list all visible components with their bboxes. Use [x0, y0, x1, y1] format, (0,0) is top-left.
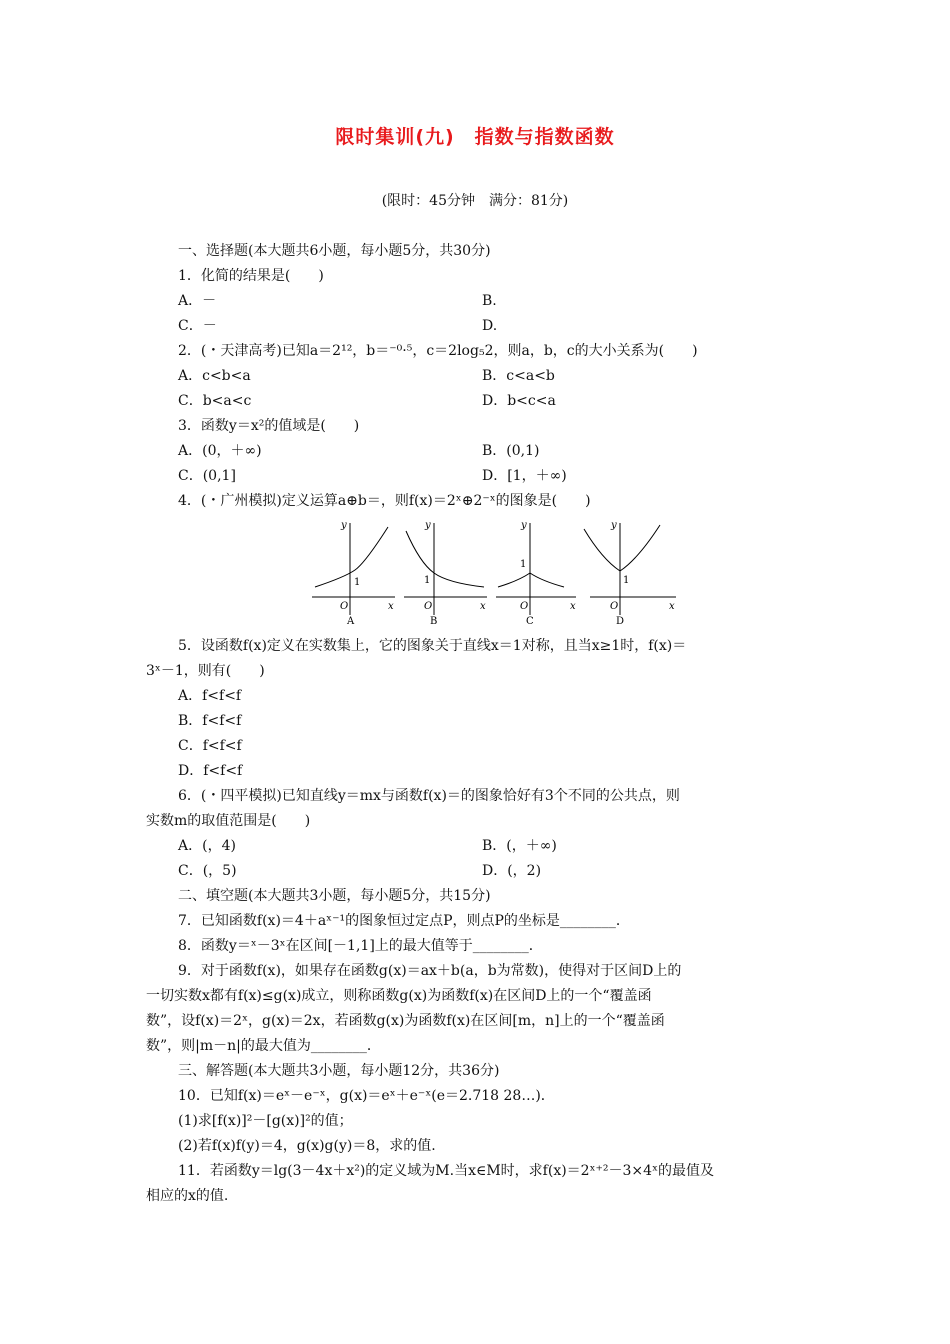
- question-1-option-b: B.: [482, 293, 497, 309]
- question-11-line1: 11．若函数y＝lg(3－4x＋x²)的定义域为M.当x∈M时，求f(x)＝2ˣ⁺²－3×4ˣ的最值及: [178, 1163, 715, 1179]
- question-3-option-b: B．(0,1): [482, 443, 540, 459]
- question-6-option-a: A．(，4): [178, 838, 236, 854]
- question-6-stem-line1: 6．(・四平模拟)已知直线y＝mx与函数f(x)＝的图象恰好有3个不同的公共点，则: [178, 788, 680, 804]
- question-4-graphs: [300, 515, 680, 630]
- page-subtitle: (限时：45分钟 满分：81分): [381, 193, 569, 209]
- graph-b-label: B: [430, 616, 438, 627]
- question-2-option-b: B．c<a<b: [482, 368, 555, 384]
- section-heading-fill: 二、填空题(本大题共3小题，每小题5分，共15分): [178, 888, 491, 904]
- question-4-stem: 4．(・广州模拟)定义运算a⊕b＝，则f(x)＝2ˣ⊕2⁻ˣ的图象是( ): [178, 493, 591, 509]
- question-9-line4: 数”，则|m－n|的最大值为________．: [146, 1038, 381, 1054]
- question-9-line3: 数”，设f(x)＝2ˣ，g(x)＝2x，若函数g(x)为函数f(x)在区间[m，n]上的一个“覆盖函: [146, 1013, 665, 1029]
- question-2-option-d: D．b<c<a: [482, 393, 556, 409]
- question-3-option-c: C．(0,1]: [178, 468, 236, 484]
- question-5-stem-line1: 5．设函数f(x)定义在实数集上，它的图象关于直线x＝1对称，且当x≥1时，f(x)＝: [178, 638, 687, 654]
- question-1-option-c: C．－: [178, 318, 217, 334]
- graph-a-curve: [315, 527, 388, 587]
- question-1-option-d: D.: [482, 318, 498, 334]
- question-6-option-d: D．(，2): [482, 863, 542, 879]
- graph-c-x-label: x: [570, 601, 576, 612]
- graph-d: [584, 520, 676, 627]
- question-7: 7．已知函数f(x)＝4＋aˣ⁻¹的图象恒过定点P，则点P的坐标是________．: [178, 913, 630, 929]
- graph-a: [312, 520, 395, 627]
- question-9-line1: 9．对于函数f(x)，如果存在函数g(x)＝ax＋b(a，b为常数)，使得对于区间D上的: [178, 963, 682, 979]
- graph-b-one: 1: [424, 575, 431, 586]
- graph-a-one: 1: [354, 577, 361, 588]
- question-8: 8．函数y＝ˣ－3ˣ在区间[－1,1]上的最大值等于________．: [178, 938, 543, 954]
- graph-c-label: C: [526, 616, 534, 627]
- question-3-stem: 3．函数y＝x²的值域是( ): [178, 418, 360, 434]
- graph-a-x-label: x: [388, 601, 394, 612]
- graph-c-origin: O: [520, 601, 529, 612]
- question-5-stem-line2: 3ˣ－1，则有( ): [146, 663, 265, 679]
- question-9-line2: 一切实数x都有f(x)≤g(x)成立，则称函数g(x)为函数f(x)在区间D上的一个“覆盖函: [146, 988, 652, 1004]
- question-2-stem: 2．(・天津高考)已知a＝2¹²，b＝⁻⁰·⁵，c＝2log₅2，则a，b，c的大小关系为( ): [178, 343, 698, 359]
- question-6-stem-line2: 实数m的取值范围是( ): [146, 813, 311, 829]
- question-3-option-d: D．[1，＋∞): [482, 468, 567, 484]
- graph-c-one: 1: [520, 559, 527, 570]
- graph-d-y-label: y: [611, 520, 617, 531]
- question-5-option-d: D．f<f<f: [178, 763, 243, 779]
- graph-d-curve: [584, 525, 660, 571]
- graph-b-curve: [406, 531, 484, 587]
- question-1-stem: 1．化简的结果是( ): [178, 268, 324, 284]
- graph-a-origin: O: [340, 601, 349, 612]
- graph-d-x-label: x: [669, 601, 675, 612]
- question-5-option-b: B．f<f<f: [178, 713, 242, 729]
- question-3-option-a: A．(0，＋∞): [178, 443, 262, 459]
- question-10-part-2: (2)若f(x)f(y)＝4，g(x)g(y)＝8，求的值.: [178, 1138, 436, 1154]
- graph-b: [404, 520, 487, 627]
- graph-c: [496, 520, 576, 627]
- graph-a-y-label: y: [341, 520, 347, 531]
- question-2-option-a: A．c<b<a: [178, 368, 251, 384]
- question-10-part-1: (1)求[f(x)]²－[g(x)]²的值；: [178, 1113, 353, 1129]
- question-6-option-b: B．(，＋∞): [482, 838, 557, 854]
- graph-a-label: A: [347, 616, 355, 627]
- graph-b-x-label: x: [480, 601, 486, 612]
- graph-b-y-label: y: [425, 520, 431, 531]
- section-heading-answer: 三、解答题(本大题共3小题，每小题12分，共36分): [178, 1063, 500, 1079]
- question-5-option-c: C．f<f<f: [178, 738, 242, 754]
- section-heading-choice: 一、选择题(本大题共6小题，每小题5分，共30分): [178, 243, 491, 259]
- question-1-option-a: A．－: [178, 293, 217, 309]
- graph-c-curve: [498, 573, 564, 587]
- question-2-option-c: C．b<a<c: [178, 393, 252, 409]
- question-11-line2: 相应的x的值.: [146, 1188, 229, 1204]
- question-6-option-c: C．(，5): [178, 863, 237, 879]
- question-5-option-a: A．f<f<f: [178, 688, 242, 704]
- graph-c-y-label: y: [521, 520, 527, 531]
- page-title: 限时集训(九) 指数与指数函数: [335, 126, 615, 148]
- graph-d-one: 1: [623, 575, 630, 586]
- graph-d-label: D: [616, 616, 625, 627]
- graph-b-origin: O: [424, 601, 433, 612]
- graph-d-origin: O: [610, 601, 619, 612]
- question-10-stem: 10．已知f(x)＝eˣ－e⁻ˣ，g(x)＝eˣ＋e⁻ˣ(e＝2.718 28…)．: [178, 1088, 555, 1104]
